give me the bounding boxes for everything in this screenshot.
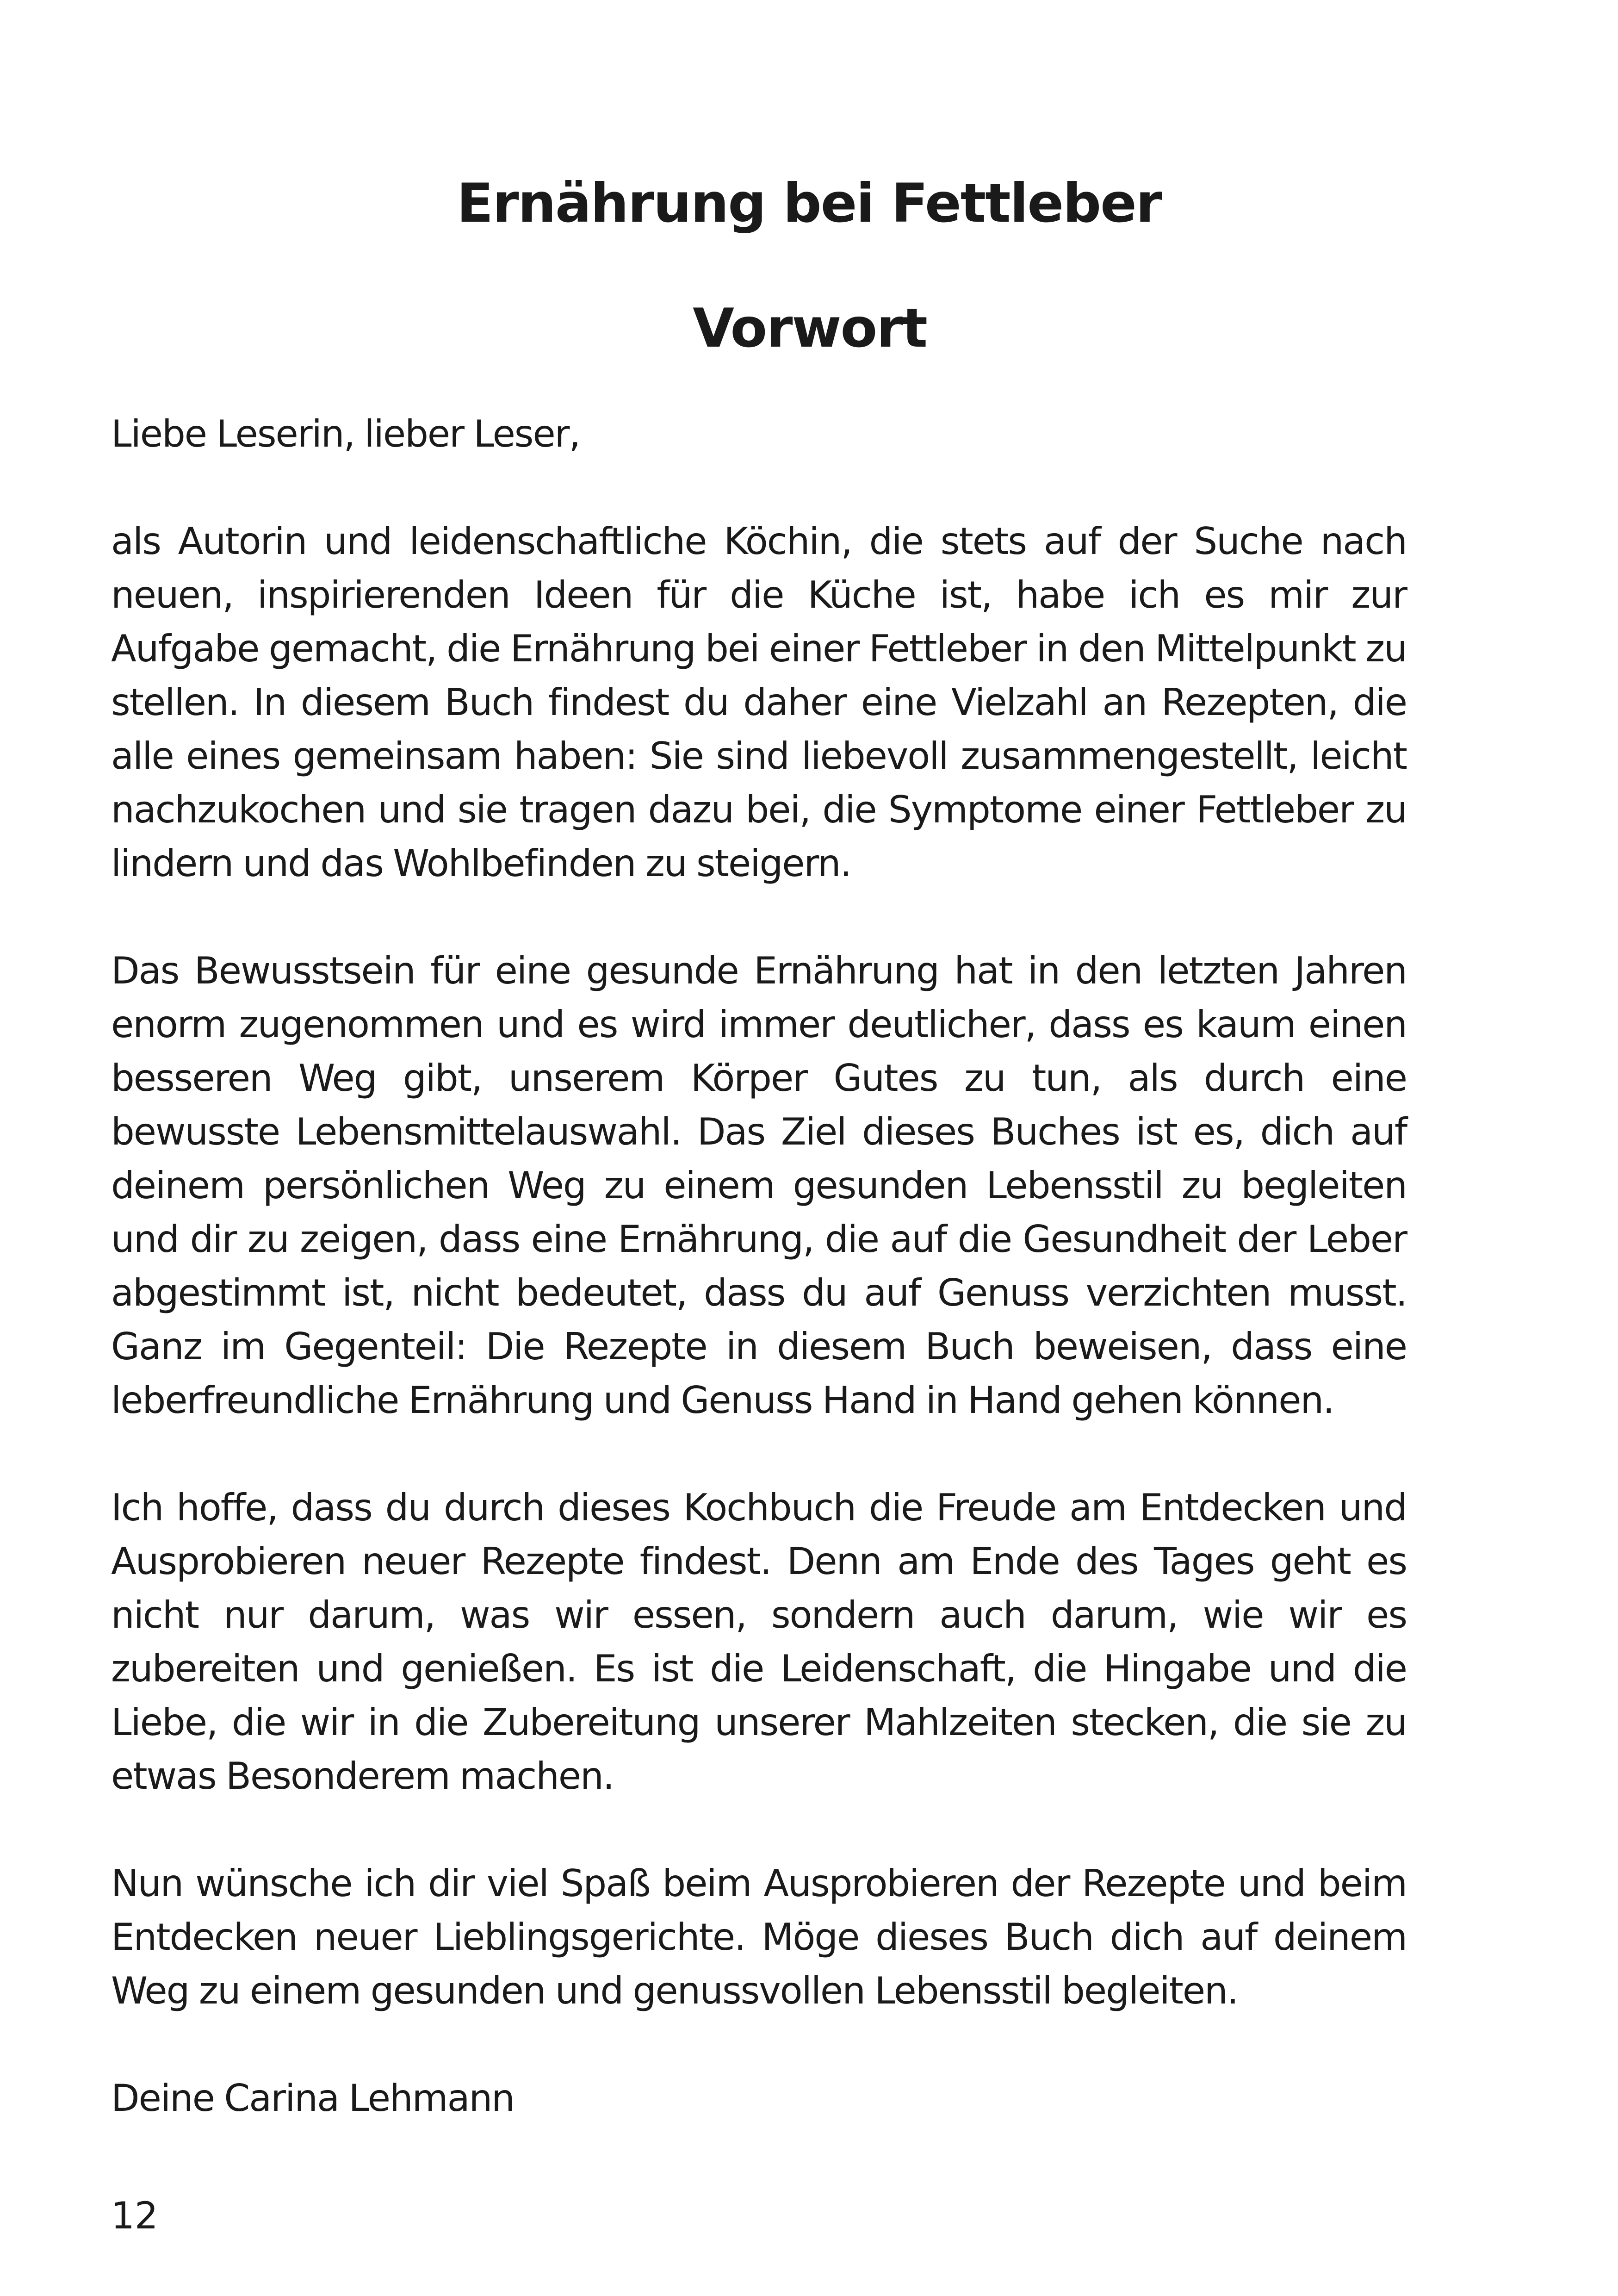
paragraph: Ich hoffe, dass du durch dieses Kochbuch die Freude am Entdecken und Ausprobieren neuer Rezepte findest. Denn am Ende des Tages geht es nicht nur darum, was wir essen, sondern auch darum, wie wir es zubereiten und genießen. Es ist die Leidenschaft, die Hingabe und die Liebe, die wir in die Zubereitung unserer Mahlzeiten stecken, die sie zu etwas Besonderem machen. <box>111 1486 1407 1798</box>
chapter-title: Vorwort <box>693 297 927 360</box>
paragraph: Das Bewusstsein für eine gesunde Ernährung hat in den letzten Jahren enorm zugenommen und es wird immer deutlicher, dass es kaum einen besseren Weg gibt, unserem Körper Gutes zu tun, als durch eine bewusste Lebensmittelauswahl. Das Ziel dieses Buches ist es, dich auf deinem persönlichen Weg zu einem gesunden Lebensstil zu begleiten und dir zu zeigen, dass eine Ernährung, die auf die Gesundheit der Leber abgestimmt ist, nicht bedeutet, dass du auf Genuss verzichten musst. Ganz im Gegenteil: Die Rezepte in diesem Buch beweisen, dass eine leberfreundliche Ernährung und Genuss Hand in Hand gehen können. <box>111 949 1407 1422</box>
page-number: 12 <box>111 2194 158 2237</box>
paragraph: als Autorin und leidenschaftliche Köchin, die stets auf der Suche nach neuen, inspirierenden Ideen für die Küche ist, habe ich es mir zur Aufgabe gemacht, die Ernährung bei einer Fettleber in den Mittelpunkt zu stellen. In diesem Buch findest du daher eine Vielzahl an Rezepten, die alle eines gemeinsam haben: Sie sind liebevoll zusammengestellt, leicht nachzukochen und sie tragen dazu bei, die Symptome einer Fettleber zu lindern und das Wohlbefinden zu steigern. <box>111 520 1407 885</box>
greeting: Liebe Leserin, lieber Leser, <box>111 412 580 455</box>
paragraph: Nun wünsche ich dir viel Spaß beim Ausprobieren der Rezepte und beim Entdecken neuer Lieblingsgerichte. Möge dieses Buch dich auf deinem Weg zu einem gesunden und genussvollen Lebensstil begleiten. <box>111 1862 1407 2012</box>
foreword-body <box>111 407 1407 2125</box>
book-title: Ernährung bei Fettleber <box>456 172 1161 235</box>
signature: Deine Carina Lehmann <box>111 2077 514 2120</box>
